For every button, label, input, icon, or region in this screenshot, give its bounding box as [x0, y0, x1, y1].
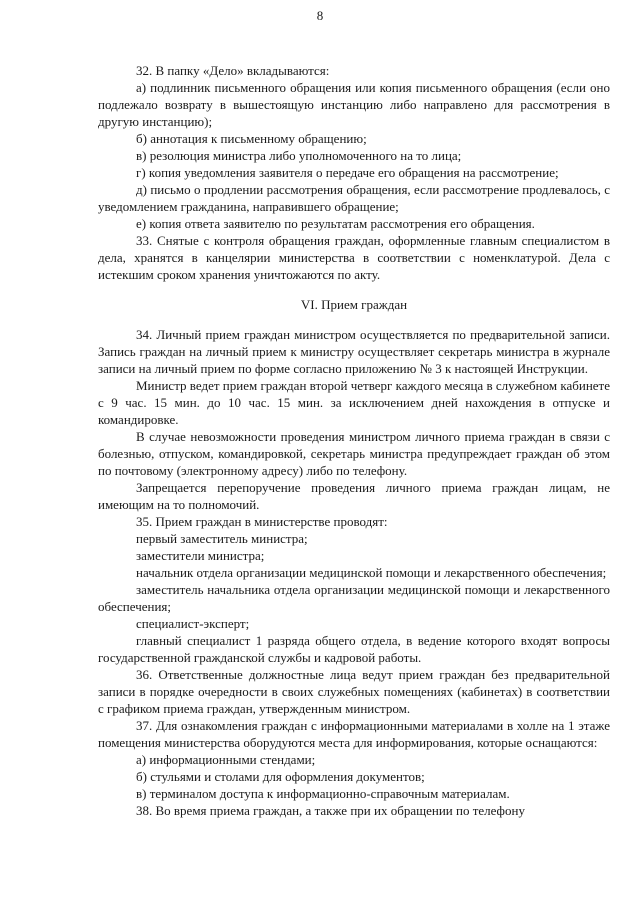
list-item: б) стульями и столами для оформления документов; [136, 769, 425, 784]
paragraph-32-d: д) письмо о продлении рассмотрения обращения, если рассмотрение продлевалось, с уведомлением гражданина, направившего обращение; [98, 182, 610, 214]
paragraph-34-prohibition: Запрещается перепоручение проведения личного приема граждан лицам, не имеющим на то полномочий. [98, 480, 610, 512]
paragraph-34-schedule: Министр ведет прием граждан второй четверг каждого месяца в служебном кабинете с 9 час. 15 мин. до 10 час. 15 мин. за исключением дней нахождения в отпуске и командировке. [98, 378, 610, 427]
paragraph-37: 37. Для ознакомления граждан с информационными материалами в холле на 1 этаже помещения министерства оборудуются места для информирования, которые оснащаются: [98, 718, 610, 750]
paragraph-33: 33. Снятые с контроля обращения граждан, оформленные главным специалистом в дела, хранятся в канцелярии министерства в соответствии с номенклатурой. Дела с истекшим сроком хранения уничтожаются по акту. [98, 233, 610, 282]
paragraph-34: 34. Личный прием граждан министром осуществляется по предварительной записи. Запись граждан на личный прием к министру осуществляет секретарь министра в журнале записи на личный прием по форме согласно приложению № 3 к настоящей Инструкции. [98, 327, 610, 376]
page-number: 8 [316, 8, 324, 23]
list-item: первый заместитель министра; [136, 531, 308, 546]
list-item: начальник отдела организации медицинской помощи и лекарственного обеспечения; [136, 565, 607, 580]
list-item: заместитель начальника отдела организации медицинской помощи и лекарственного обеспечения; [98, 582, 610, 614]
document-body [98, 62, 610, 819]
list-item: специалист-эксперт; [136, 616, 250, 631]
paragraph-34-cancellation: В случае невозможности проведения министром личного приема граждан в связи с болезнью, отпуском, командировкой, секретарь министра предупреждает граждан об этом по почтовому (электронному адресу) либо по телефону. [98, 429, 610, 478]
paragraph-32-a: а) подлинник письменного обращения или копия письменного обращения (если оно подлежало возврату в вышестоящую инстанцию либо направлено для рассмотрения в другую инстанцию); [98, 80, 610, 129]
paragraph-32-b: б) аннотация к письменному обращению; [136, 131, 367, 146]
paragraph-32-e: е) копия ответа заявителю по результатам рассмотрения его обращения. [136, 216, 535, 231]
paragraph-32: 32. В папку «Дело» вкладываются: [136, 63, 330, 78]
list-item: главный специалист 1 разряда общего отдела, в ведение которого входят вопросы государственной гражданской службы и кадровой работы. [98, 633, 610, 665]
paragraph-32-g: г) копия уведомления заявителя о передаче его обращения на рассмотрение; [136, 165, 559, 180]
section-heading: VI. Прием граждан [300, 297, 408, 312]
paragraph-35: 35. Прием граждан в министерстве проводят: [136, 514, 388, 529]
list-item: в) терминалом доступа к информационно-справочным материалам. [136, 786, 510, 801]
list-item: заместители министра; [136, 548, 265, 563]
paragraph-36: 36. Ответственные должностные лица ведут прием граждан без предварительной записи в порядке очередности в своих служебных помещениях (кабинетах) в соответствии с графиком приема граждан, утвержденным министром. [98, 667, 610, 716]
paragraph-38: 38. Во время приема граждан, а также при их обращении по телефону [136, 803, 525, 818]
paragraph-32-v: в) резолюция министра либо уполномоченного на то лица; [136, 148, 462, 163]
list-item: а) информационными стендами; [136, 752, 316, 767]
